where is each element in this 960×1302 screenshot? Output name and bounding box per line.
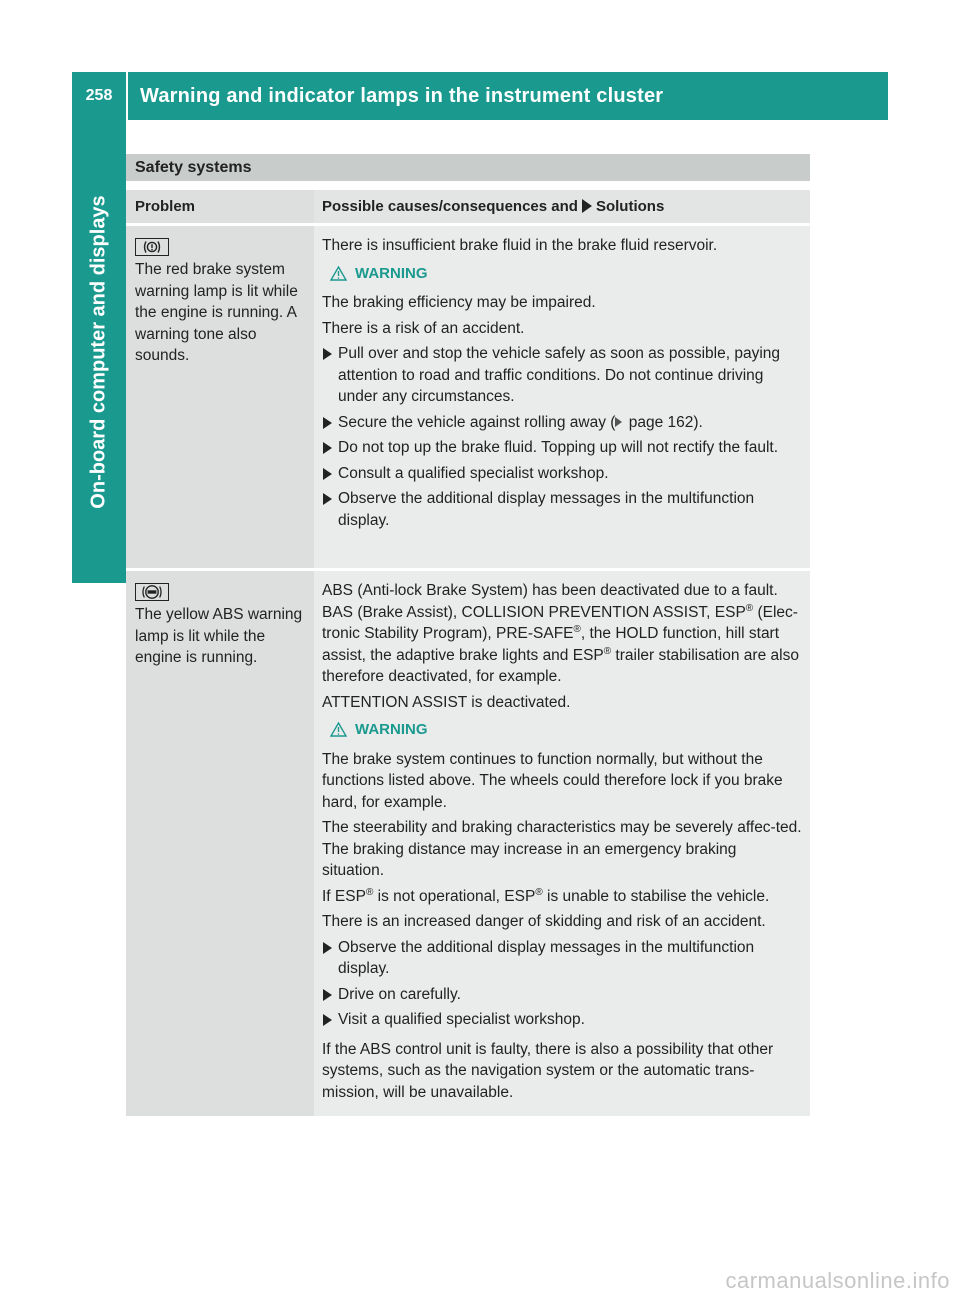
header-divider [126, 72, 128, 120]
cause-intro: There is insufficient brake fluid in the brake fluid reservoir. [322, 237, 718, 254]
cause-text: ABS (Anti-lock Brake System) has been deactivated due to a fault. BAS (Brake Assist), COLLISION PREVENTION ASSIST, ESP [322, 582, 778, 621]
warning-heading [330, 719, 802, 741]
warning-text: The brake system continues to function normally, but without the functions listed above. The wheels could therefore lock if you brake hard, for example. [322, 750, 783, 811]
step-arrow-icon [323, 989, 332, 1001]
watermark: carmanualsonline.info [725, 1268, 950, 1293]
step-arrow-icon [323, 468, 332, 480]
chapter-title: Warning and indicator lamps in the instrument cluster [140, 85, 664, 107]
problem-cell [126, 571, 314, 1116]
warning-text-part: is unable to stabilise the vehicle. [542, 887, 770, 905]
causes-cell [314, 571, 810, 1116]
warning-triangle-icon [330, 266, 347, 281]
column-header-solutions-label: Solutions [595, 198, 665, 215]
page-reference-icon [615, 417, 622, 427]
cause-paragraph [322, 580, 802, 688]
causes-cell [314, 226, 810, 568]
abs-warning-lamp-icon [135, 583, 169, 601]
side-tab-label: On-board computer and displays [87, 194, 110, 509]
table-row [126, 571, 810, 1116]
problem-text: The red brake system warning lamp is lit while the engine is running. A warning tone also sounds. [135, 261, 298, 364]
solution-step-text: Pull over and stop the vehicle safely as soon as possible, paying attention to road and traffic conditions. Do not continue driving under any circumstances. [338, 345, 781, 405]
solution-step-text: Drive on carefully. [338, 985, 461, 1003]
step-arrow-icon [323, 417, 332, 429]
warning-text [322, 886, 802, 908]
warning-label: WARNING [355, 721, 428, 738]
step-arrow-icon [323, 348, 332, 360]
solution-step [322, 488, 802, 531]
page-number: 258 [85, 87, 113, 104]
solution-step [322, 1009, 802, 1031]
registered-mark: ® [573, 623, 581, 635]
cause-paragraph: ATTENTION ASSIST is deactivated. [322, 693, 571, 711]
step-arrow-icon [323, 942, 332, 954]
problem-text: The yellow ABS warning lamp is lit while the engine is running. [135, 606, 303, 666]
warning-text-part: is not operational, ESP [373, 887, 536, 905]
warning-text: The steerability and braking characteristics may be severely affec-ted. The braking distance may increase in an emergency braking situation. [322, 819, 802, 879]
registered-mark: ® [365, 886, 374, 898]
registered-mark: ® [603, 645, 612, 657]
closing-note: If the ABS control unit is faulty, there is also a possibility that other systems, such as the navigation system or the automatic trans-mission, will be unavailable. [322, 1040, 774, 1101]
warning-text: The braking efficiency may be impaired. [322, 294, 596, 311]
registered-mark: ® [745, 602, 754, 614]
registered-mark: ® [535, 886, 543, 898]
warning-triangle-icon [330, 722, 347, 737]
problem-cell [126, 226, 314, 568]
solution-arrow-icon [582, 199, 592, 213]
solution-step-text: Visit a qualified specialist workshop. [338, 1011, 585, 1028]
step-arrow-icon [323, 493, 332, 505]
solution-step-text: Secure the vehicle against rolling away ( [338, 413, 616, 431]
solution-step [322, 343, 802, 408]
table-header-row [126, 190, 810, 223]
solution-step [322, 463, 802, 485]
section-title: Safety systems [126, 154, 810, 181]
column-header-problem: Problem [126, 190, 314, 223]
warning-heading [330, 263, 802, 285]
warning-text-part: If ESP [322, 887, 366, 905]
cause-text: , the HOLD function, hill start assist, the adaptive brake lights and ESP [322, 625, 780, 664]
column-header-causes [314, 190, 810, 223]
table-row [126, 226, 810, 568]
warning-text: There is a risk of an accident. [322, 319, 525, 337]
solution-step-text: Consult a qualified specialist workshop. [338, 464, 609, 482]
side-tab [72, 120, 126, 583]
page-reference-link[interactable]: page 162). [628, 413, 703, 431]
column-header-causes-label: Possible causes/consequences and [322, 198, 578, 215]
cause-text: trailer stabilisation are also therefore deactivated, for example. [322, 646, 799, 685]
warning-label: WARNING [355, 264, 428, 282]
solution-step [322, 937, 802, 980]
header-band [72, 72, 888, 120]
warning-text: There is an increased danger of skidding and risk of an accident. [322, 913, 766, 930]
solution-step [322, 984, 802, 1006]
solution-step [322, 412, 802, 434]
solution-step [322, 437, 802, 459]
step-arrow-icon [323, 1014, 332, 1026]
brake-warning-lamp-icon [135, 238, 169, 256]
solution-step-text: Observe the additional display messages in the multifunction display. [338, 490, 755, 529]
solution-step-text: Observe the additional display messages in the multifunction display. [338, 938, 755, 977]
solution-step-text: Do not top up the brake fluid. Topping up will not rectify the fault. [338, 439, 779, 456]
cause-text: (Elec-tronic Stability Program), PRE-SAFE [322, 603, 798, 642]
warning-lamp-table [126, 190, 810, 1116]
step-arrow-icon [323, 442, 332, 454]
